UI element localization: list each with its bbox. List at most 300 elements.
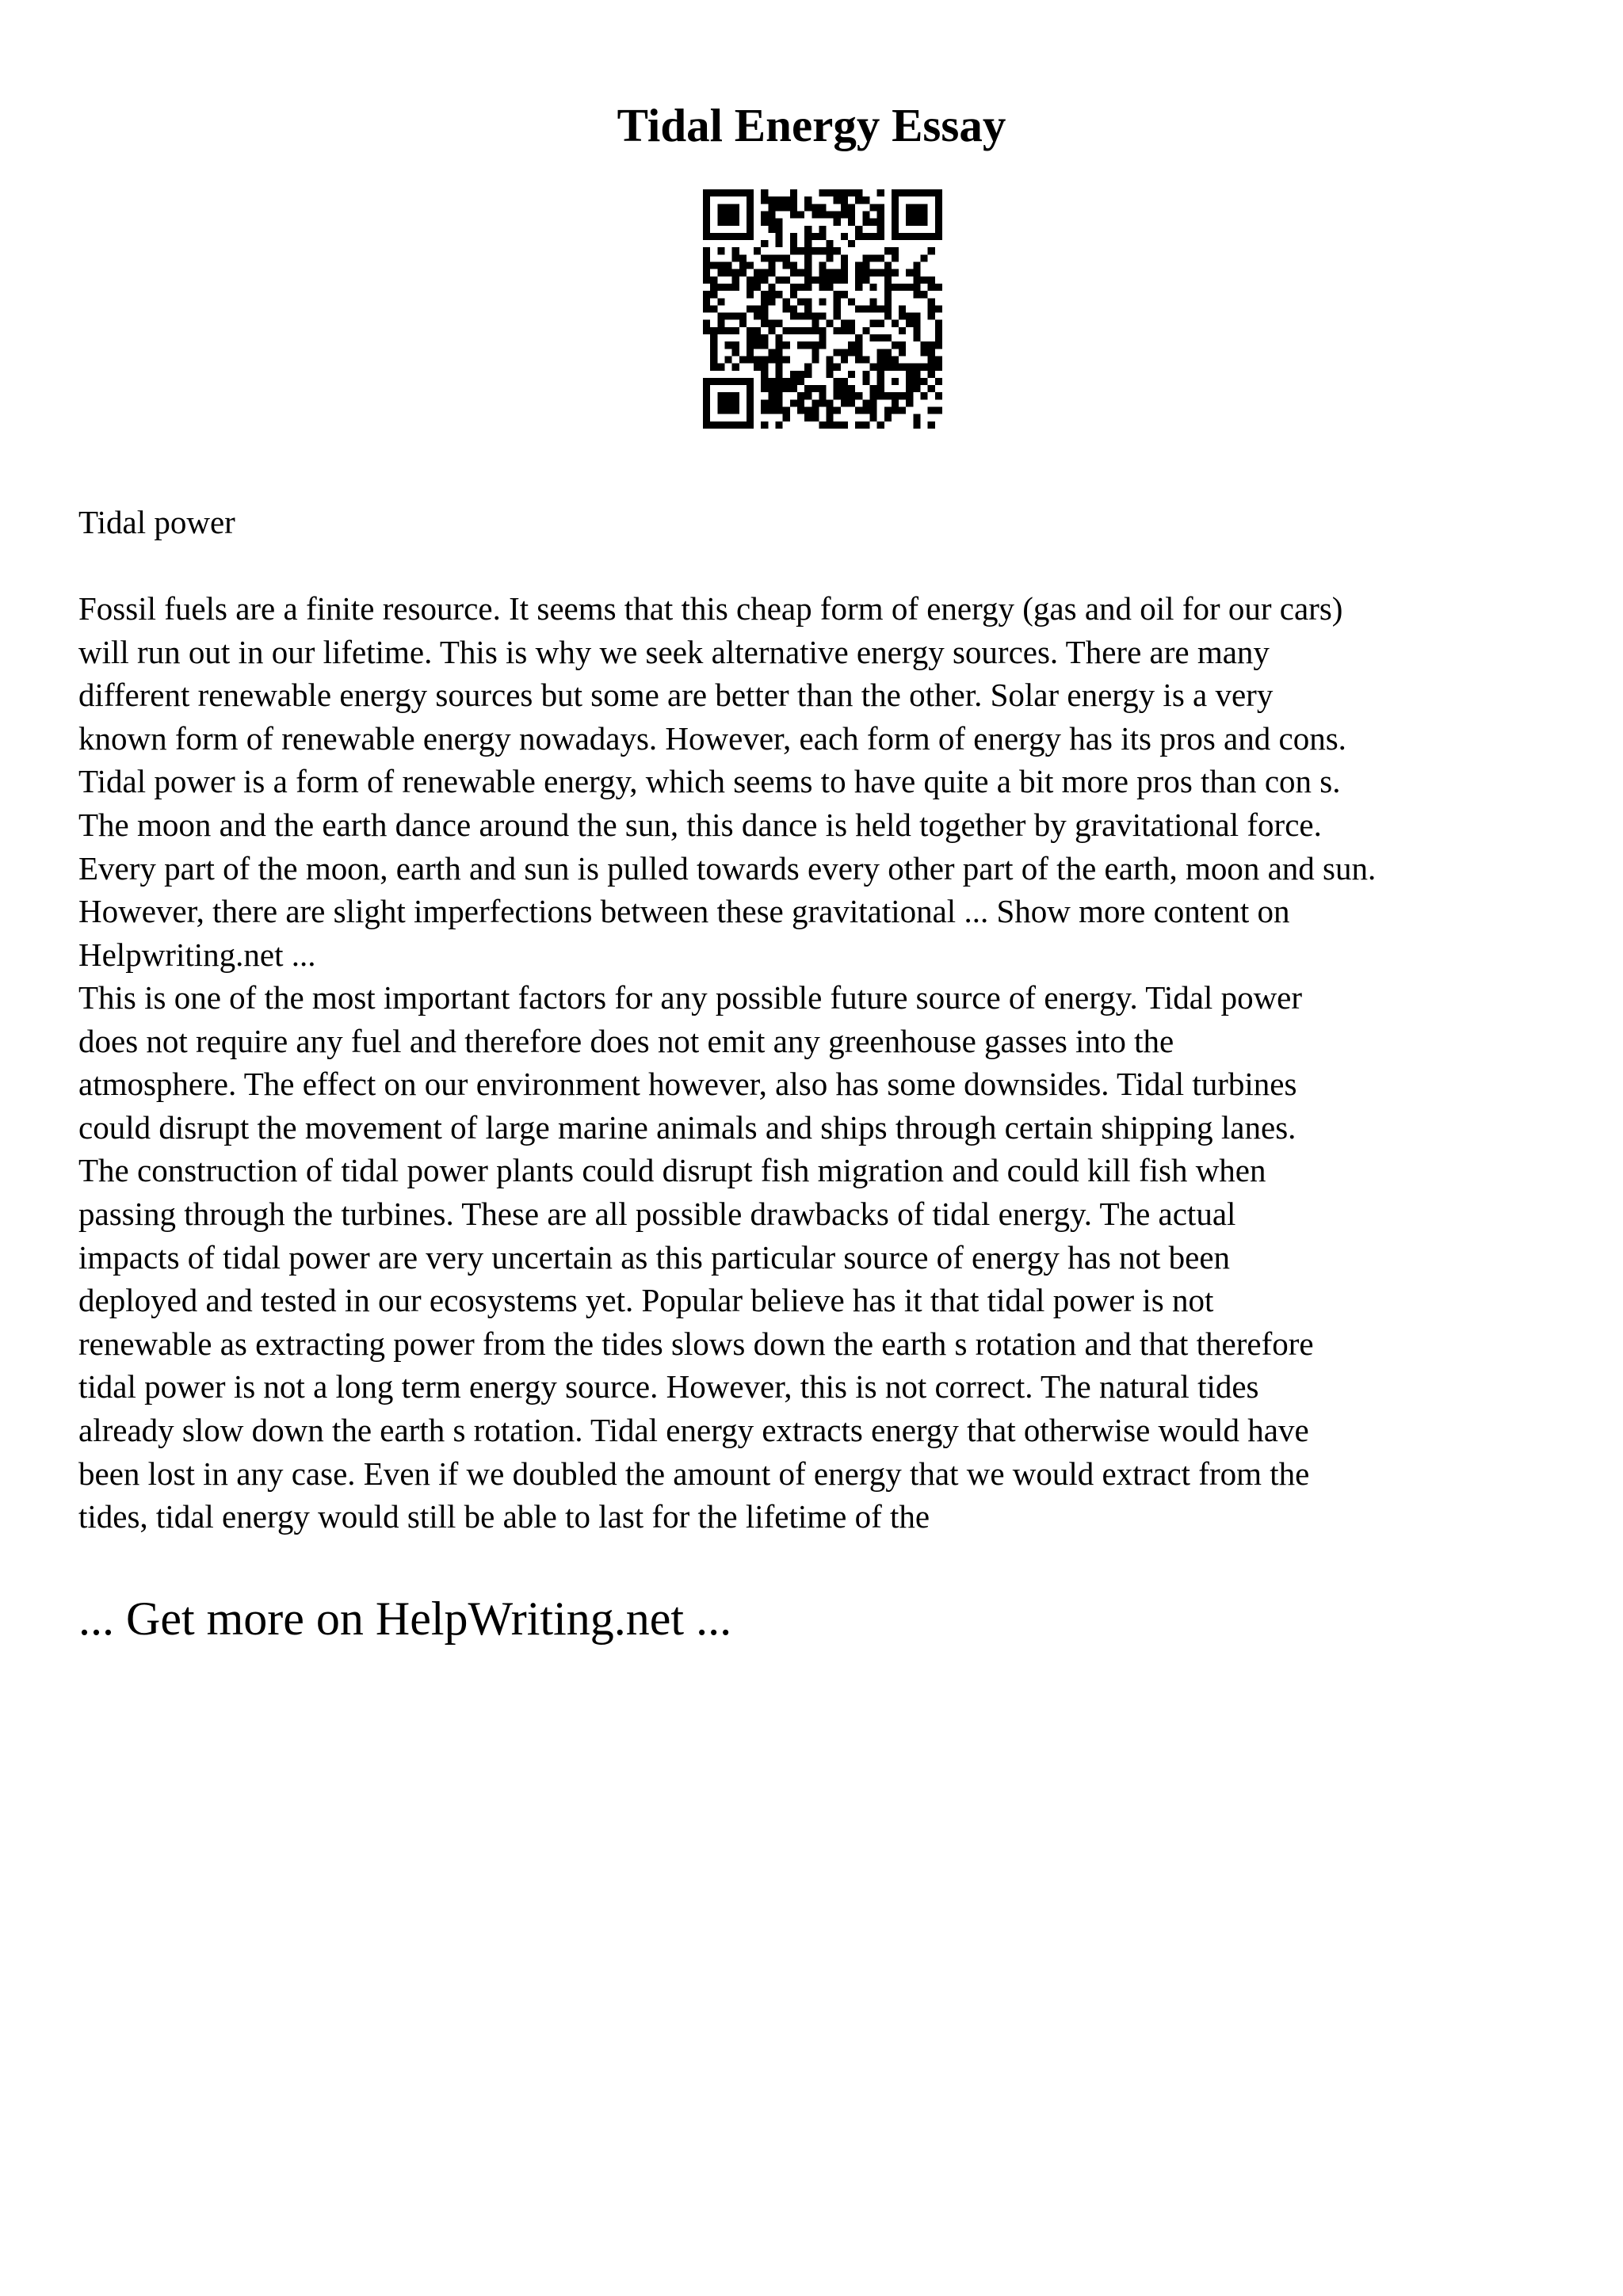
qr-module [717, 219, 724, 226]
qr-module [877, 254, 884, 261]
qr-module [913, 385, 920, 392]
qr-module [768, 356, 775, 363]
qr-module [884, 313, 892, 320]
qr-module [804, 226, 812, 233]
qr-module [819, 392, 826, 399]
qr-module [841, 254, 848, 261]
qr-module [928, 341, 935, 349]
qr-module [768, 399, 775, 406]
qr-module [906, 211, 913, 218]
qr-module [804, 269, 812, 277]
qr-module [862, 233, 869, 240]
qr-module [834, 392, 841, 399]
qr-module [747, 407, 754, 414]
qr-module [834, 196, 841, 204]
qr-module [776, 196, 783, 204]
qr-module [877, 371, 884, 378]
qr-module [747, 327, 754, 334]
qr-module [892, 341, 899, 349]
qr-module [804, 277, 812, 284]
qr-module [892, 364, 899, 371]
qr-module [834, 378, 841, 385]
qr-module [848, 219, 855, 226]
qr-module [877, 378, 884, 385]
qr-module [819, 233, 826, 240]
qr-module [928, 385, 935, 392]
qr-module [877, 320, 884, 327]
qr-module [747, 421, 754, 429]
qr-module [747, 262, 754, 269]
qr-module [747, 392, 754, 399]
qr-module [855, 284, 862, 291]
qr-module [906, 219, 913, 226]
qr-module [747, 305, 754, 312]
qr-module [928, 371, 935, 378]
paragraph-line: The construction of tidal power plants could disrupt fish migration and could kill fish when [78, 1152, 1266, 1189]
qr-module [747, 341, 754, 349]
qr-module [899, 284, 906, 291]
qr-module [747, 356, 754, 363]
qr-module [754, 334, 761, 341]
qr-module [935, 284, 942, 291]
paragraph-line: impacts of tidal power are very uncertain as this particular source of energy has not been [78, 1238, 1231, 1276]
qr-module [776, 349, 783, 356]
qr-module [906, 392, 913, 399]
qr-module [834, 211, 841, 218]
qr-module [841, 204, 848, 211]
qr-module [717, 204, 724, 211]
qr-module [884, 277, 892, 284]
qr-module [812, 277, 819, 284]
qr-module [812, 204, 819, 211]
qr-module [935, 356, 942, 363]
paragraph-line: already slow down the earth s rotation. Tidal energy extracts energy that otherwise would have [78, 1411, 1309, 1448]
qr-module [776, 371, 783, 378]
qr-module [804, 284, 812, 291]
qr-module [913, 204, 920, 211]
qr-module [827, 254, 834, 261]
qr-module [804, 298, 812, 305]
qr-module [776, 226, 783, 233]
qr-module [869, 385, 876, 392]
qr-code-icon [703, 189, 942, 429]
qr-module [747, 349, 754, 356]
qr-module [776, 421, 783, 429]
qr-module [848, 392, 855, 399]
qr-module [848, 385, 855, 392]
qr-module [790, 284, 797, 291]
qr-module [913, 371, 920, 378]
section-heading: Tidal power [78, 504, 235, 540]
qr-module [703, 327, 710, 334]
qr-module [855, 407, 862, 414]
qr-module [747, 204, 754, 211]
qr-module [841, 327, 848, 334]
qr-module [921, 219, 928, 226]
qr-module [776, 407, 783, 414]
qr-module [812, 320, 819, 327]
qr-module [776, 341, 783, 349]
qr-module [783, 262, 790, 269]
qr-module [834, 407, 841, 414]
qr-module [790, 327, 797, 334]
qr-module [892, 378, 899, 385]
qr-module [804, 414, 812, 421]
qr-module [841, 196, 848, 204]
qr-module [827, 356, 834, 363]
qr-module [869, 233, 876, 240]
qr-module [797, 399, 804, 406]
qr-module [921, 291, 928, 298]
qr-module [710, 334, 717, 341]
qr-module [862, 262, 869, 269]
qr-module [797, 247, 804, 254]
qr-module [797, 327, 804, 334]
qr-module [717, 284, 724, 291]
paragraph-line: atmosphere. The effect on our environment however, also has some downsides. Tidal turbines [78, 1066, 1297, 1103]
qr-module [739, 189, 747, 196]
qr-module [848, 189, 855, 196]
qr-module [928, 247, 935, 254]
qr-module [703, 211, 710, 218]
qr-module [783, 407, 790, 414]
qr-module [913, 219, 920, 226]
qr-module [928, 305, 935, 312]
qr-module [732, 407, 739, 414]
qr-module [739, 356, 747, 363]
qr-module [703, 291, 710, 298]
qr-module [754, 313, 761, 320]
qr-module [935, 341, 942, 349]
paragraph-line: deployed and tested in our ecosystems yet. Popular believe has it that tidal power is not [78, 1282, 1214, 1319]
qr-module [935, 204, 942, 211]
qr-module [724, 284, 731, 291]
qr-module [703, 378, 710, 385]
qr-module [827, 211, 834, 218]
qr-module [703, 226, 710, 233]
qr-module [812, 349, 819, 356]
qr-module [819, 247, 826, 254]
paragraph-line: Tidal power is a form of renewable energy, which seems to have quite a bit more pros than con s. [78, 763, 1341, 800]
qr-module [819, 334, 826, 341]
qr-module [892, 204, 899, 211]
document-title: Tidal Energy Essay [617, 99, 1006, 151]
qr-module [754, 341, 761, 349]
qr-module [862, 407, 869, 414]
qr-module [862, 305, 869, 312]
qr-module [812, 385, 819, 392]
qr-module [797, 313, 804, 320]
qr-module [797, 211, 804, 218]
qr-module [877, 421, 884, 429]
qr-module [841, 421, 848, 429]
qr-module [717, 327, 724, 334]
qr-module [812, 313, 819, 320]
qr-module [797, 371, 804, 378]
qr-module [855, 226, 862, 233]
qr-module [812, 407, 819, 414]
qr-module [732, 204, 739, 211]
qr-module [812, 233, 819, 240]
qr-module [747, 233, 754, 240]
qr-module [790, 291, 797, 298]
qr-module [703, 219, 710, 226]
qr-module [841, 233, 848, 240]
qr-module [754, 277, 761, 284]
qr-module [747, 291, 754, 298]
qr-module [747, 211, 754, 218]
qr-module [783, 414, 790, 421]
qr-module [703, 254, 710, 261]
qr-module [855, 305, 862, 312]
qr-module [892, 399, 899, 406]
qr-module [841, 269, 848, 277]
qr-module [768, 262, 775, 269]
qr-module [783, 298, 790, 305]
qr-module [790, 399, 797, 406]
qr-module [827, 364, 834, 371]
qr-module [921, 211, 928, 218]
qr-module [703, 320, 710, 327]
qr-module [834, 305, 841, 312]
qr-module [869, 407, 876, 414]
qr-module [804, 313, 812, 320]
qr-module [877, 364, 884, 371]
qr-module [935, 334, 942, 341]
qr-module [834, 219, 841, 226]
paragraph-line: will run out in our lifetime. This is why we seek alternative energy sources. There are many [78, 633, 1270, 670]
qr-module [783, 196, 790, 204]
qr-module [899, 305, 906, 312]
qr-module [761, 313, 768, 320]
qr-module [732, 233, 739, 240]
qr-module [724, 356, 731, 363]
get-more-link[interactable]: ... Get more on HelpWriting.net ... [78, 1592, 732, 1645]
qr-module [906, 284, 913, 291]
qr-module [732, 247, 739, 254]
qr-module [732, 189, 739, 196]
qr-module [935, 189, 942, 196]
qr-module [776, 204, 783, 211]
qr-module [834, 327, 841, 334]
qr-module [884, 298, 892, 305]
qr-module [892, 254, 899, 261]
qr-module [855, 349, 862, 356]
qr-module [862, 269, 869, 277]
qr-module [906, 233, 913, 240]
qr-module [848, 399, 855, 406]
qr-module [892, 320, 899, 327]
qr-module [776, 291, 783, 298]
qr-module [768, 298, 775, 305]
qr-module [869, 320, 876, 327]
qr-module [797, 298, 804, 305]
qr-module [776, 219, 783, 226]
qr-module [921, 349, 928, 356]
qr-module [804, 233, 812, 240]
qr-module [899, 189, 906, 196]
qr-module [710, 341, 717, 349]
qr-module [754, 284, 761, 291]
qr-module [761, 320, 768, 327]
qr-module [841, 385, 848, 392]
qr-module [841, 378, 848, 385]
paragraph-line: The moon and the earth dance around the sun, this dance is held together by gravitational force. [78, 806, 1322, 843]
qr-module [819, 211, 826, 218]
qr-module [761, 240, 768, 247]
qr-module [841, 277, 848, 284]
qr-module [710, 421, 717, 429]
qr-module [862, 277, 869, 284]
qr-module [776, 364, 783, 371]
qr-module [732, 254, 739, 261]
qr-module [848, 320, 855, 327]
qr-module [761, 364, 768, 371]
qr-module [921, 277, 928, 284]
qr-module [884, 334, 892, 341]
qr-module [928, 349, 935, 356]
qr-module [812, 211, 819, 218]
qr-module [747, 385, 754, 392]
qr-module [754, 269, 761, 277]
qr-module [877, 204, 884, 211]
qr-module [935, 320, 942, 327]
qr-module [783, 385, 790, 392]
qr-module [913, 284, 920, 291]
qr-module [935, 378, 942, 385]
qr-module [790, 240, 797, 247]
qr-module [717, 233, 724, 240]
qr-module [724, 211, 731, 218]
qr-module [855, 233, 862, 240]
qr-module [710, 291, 717, 298]
qr-module [732, 211, 739, 218]
qr-module [819, 262, 826, 269]
qr-module [834, 247, 841, 254]
qr-module [884, 262, 892, 269]
qr-module [768, 291, 775, 298]
qr-module [804, 341, 812, 349]
qr-module [899, 313, 906, 320]
qr-module [797, 407, 804, 414]
qr-module [747, 399, 754, 406]
qr-module [892, 247, 899, 254]
qr-module [776, 254, 783, 261]
qr-module [848, 371, 855, 378]
qr-module [783, 327, 790, 334]
qr-module [703, 385, 710, 392]
qr-module [848, 341, 855, 349]
qr-module [790, 371, 797, 378]
qr-module [884, 356, 892, 363]
qr-module [797, 269, 804, 277]
qr-module [899, 327, 906, 334]
qr-module [768, 269, 775, 277]
qr-module [776, 277, 783, 284]
qr-module [819, 327, 826, 334]
qr-module [747, 378, 754, 385]
qr-module [884, 364, 892, 371]
qr-module [776, 385, 783, 392]
qr-module [892, 211, 899, 218]
qr-module [812, 341, 819, 349]
qr-module [913, 262, 920, 269]
qr-module [928, 233, 935, 240]
qr-module [768, 284, 775, 291]
qr-module [928, 284, 935, 291]
qr-module [804, 262, 812, 269]
qr-module [928, 313, 935, 320]
qr-module [928, 407, 935, 414]
qr-module [869, 298, 876, 305]
qr-module [804, 392, 812, 399]
qr-module [790, 247, 797, 254]
qr-module [754, 327, 761, 334]
qr-module [892, 284, 899, 291]
qr-module [834, 313, 841, 320]
qr-module [884, 392, 892, 399]
qr-module [862, 378, 869, 385]
qr-module [906, 399, 913, 406]
qr-module [790, 305, 797, 312]
paragraph-line: could disrupt the movement of large marine animals and ships through certain shipping lanes. [78, 1108, 1296, 1146]
qr-module [768, 392, 775, 399]
qr-module [892, 407, 899, 414]
qr-module [732, 313, 739, 320]
qr-module [848, 349, 855, 356]
qr-module [827, 371, 834, 378]
qr-module [739, 269, 747, 277]
qr-module [717, 269, 724, 277]
qr-module [761, 219, 768, 226]
qr-module [862, 421, 869, 429]
qr-module [717, 364, 724, 371]
qr-module [855, 334, 862, 341]
qr-module [913, 269, 920, 277]
qr-module [834, 385, 841, 392]
qr-module [841, 291, 848, 298]
paragraph-1 [78, 587, 1568, 976]
qr-module [776, 392, 783, 399]
qr-module [913, 211, 920, 218]
qr-module [776, 240, 783, 247]
qr-module [841, 349, 848, 356]
qr-module [841, 211, 848, 218]
qr-module [724, 189, 731, 196]
qr-module [703, 247, 710, 254]
qr-module [717, 407, 724, 414]
qr-module [724, 262, 731, 269]
qr-module [935, 392, 942, 399]
qr-module [724, 341, 731, 349]
qr-module [768, 219, 775, 226]
qr-module [710, 277, 717, 284]
qr-module [747, 189, 754, 196]
qr-module [783, 204, 790, 211]
qr-module [935, 226, 942, 233]
qr-module [877, 189, 884, 196]
qr-module [935, 364, 942, 371]
qr-module [877, 226, 884, 233]
qr-module [812, 399, 819, 406]
qr-module [855, 392, 862, 399]
qr-module [862, 399, 869, 406]
qr-module [935, 196, 942, 204]
qr-module [732, 277, 739, 284]
qr-module [812, 327, 819, 334]
qr-module [761, 378, 768, 385]
qr-module [855, 277, 862, 284]
